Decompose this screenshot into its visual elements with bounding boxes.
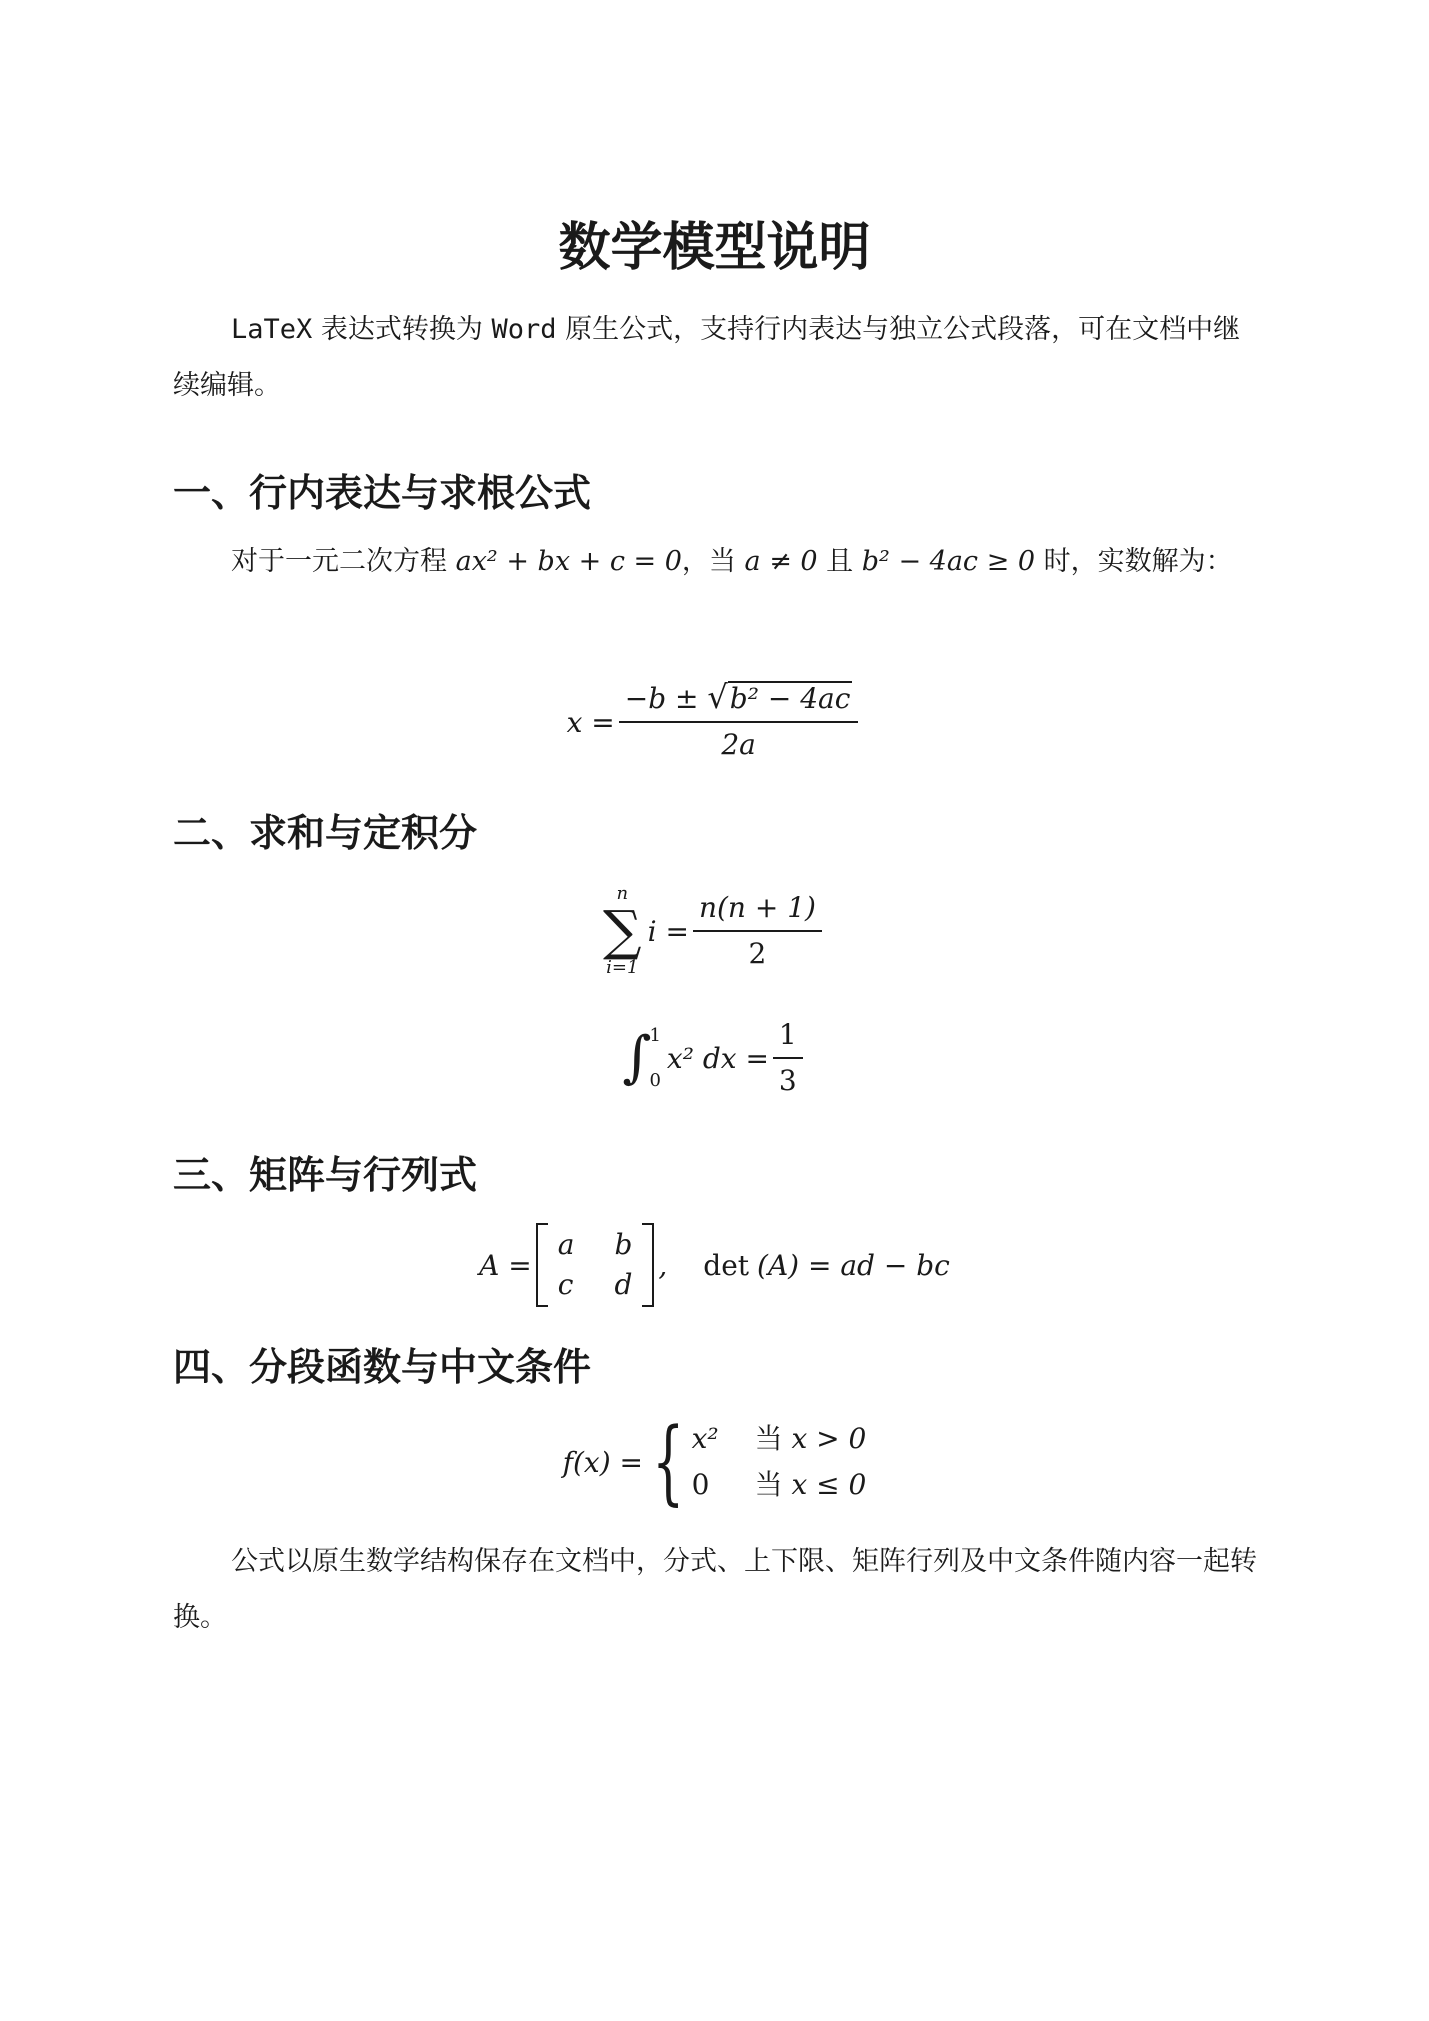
- s1-text-b: ，当: [681, 546, 745, 577]
- quadratic-num-pre: −b ±: [624, 682, 699, 715]
- integral-body: x² dx =: [666, 1041, 769, 1075]
- section-1-paragraph: [173, 534, 1258, 590]
- quadratic-lhs: x =: [566, 705, 615, 739]
- left-bracket-icon: [536, 1223, 548, 1307]
- case-2-condition-math: x ≤ 0: [791, 1468, 867, 1501]
- case-1-condition-math: x > 0: [791, 1422, 867, 1455]
- integral-limits: [649, 1025, 660, 1091]
- integral-formula: [0, 1010, 1429, 1106]
- cases-grid: [692, 1416, 867, 1508]
- document-title: 数学模型说明: [558, 218, 871, 278]
- s1-inline-eq-discriminant: b² − 4ac ≥ 0: [861, 546, 1036, 577]
- s1-text-c: 且: [817, 546, 862, 577]
- case-1-value: x²: [691, 1422, 719, 1455]
- piecewise-lhs: f(x) =: [562, 1445, 644, 1479]
- sum-upper-limit: n: [616, 883, 629, 904]
- integral-numerator: 1: [773, 1017, 803, 1059]
- sum-lower-limit: i=1: [606, 957, 639, 978]
- integral-operator: [622, 1025, 661, 1091]
- piecewise-cases: [643, 1408, 867, 1515]
- matrix-formula: [0, 1220, 1429, 1310]
- case-2-condition: [755, 1462, 867, 1508]
- sigma-icon: ∑: [603, 899, 642, 962]
- right-bracket-icon: [642, 1223, 654, 1307]
- s1-inline-eq-quadratic: ax² + bx + c = 0: [455, 546, 682, 577]
- closing-paragraph: 公式以原生数学结构保存在文档中，分式、上下限、矩阵行列及中文条件随内容一起转换。: [173, 1546, 1257, 1633]
- case-2-condition-zh: 当: [754, 1468, 792, 1501]
- integral-lower-limit: 0: [649, 1070, 661, 1091]
- section-1-heading: 一、行内表达与求根公式: [173, 471, 592, 515]
- intro-text-2: 原生公式，支持行内表达与独立公式段落，可在文档中继续编辑。: [173, 314, 1241, 401]
- matrix-separator: ,: [658, 1248, 668, 1282]
- section-4-heading: 四、分段函数与中文条件: [173, 1345, 592, 1389]
- sum-denominator: 2: [748, 937, 767, 970]
- integral-denominator: 3: [778, 1064, 797, 1097]
- intro-text-1: 表达式转换为: [312, 314, 492, 345]
- intro-paragraph: [173, 302, 1258, 414]
- sqrt-symbol: [707, 678, 852, 716]
- piecewise-formula: [0, 1408, 1429, 1515]
- case-1-condition: [755, 1416, 867, 1462]
- intro-word-word: Word: [491, 314, 557, 345]
- quadratic-fraction: [619, 678, 859, 763]
- radicand: b² − 4ac: [729, 682, 851, 715]
- s1-text-a: 对于一元二次方程: [231, 546, 456, 577]
- sum-numerator: n(n + 1): [693, 890, 822, 932]
- left-brace-icon: {: [652, 1408, 685, 1515]
- integral-fraction: [773, 1017, 803, 1099]
- det-expression: (A) = ad − bc: [757, 1248, 950, 1282]
- s1-inline-eq-a-nonzero: a ≠ 0: [744, 546, 818, 577]
- matrix-cell: c: [557, 1268, 574, 1301]
- quadratic-formula: [0, 672, 1429, 772]
- matrix-grid: [548, 1223, 643, 1307]
- matrix-cell: a: [557, 1228, 575, 1261]
- matrix: [536, 1223, 655, 1307]
- integral-icon: ∫: [622, 1025, 652, 1090]
- s1-text-d: 时，实数解为：: [1035, 546, 1233, 577]
- matrix-cell: d: [614, 1268, 633, 1301]
- sum-fraction: [693, 890, 822, 972]
- sum-body: i =: [647, 914, 689, 948]
- det-function: det: [703, 1248, 750, 1282]
- matrix-lhs: A =: [479, 1248, 532, 1282]
- quadratic-numerator: [619, 678, 859, 723]
- case-1-condition-zh: 当: [754, 1422, 792, 1455]
- radical-sign: √: [707, 678, 728, 716]
- matrix-cell: b: [614, 1228, 633, 1261]
- summation-formula: [0, 876, 1429, 986]
- section-3-heading: 三、矩阵与行列式: [173, 1153, 478, 1197]
- quadratic-denominator: 2a: [721, 728, 756, 761]
- section-2-heading: 二、求和与定积分: [173, 811, 478, 855]
- intro-latex-word: LaTeX: [231, 314, 313, 345]
- sum-operator: [603, 884, 642, 978]
- case-2-value: 0: [691, 1468, 710, 1501]
- integral-upper-limit: 1: [649, 1025, 661, 1046]
